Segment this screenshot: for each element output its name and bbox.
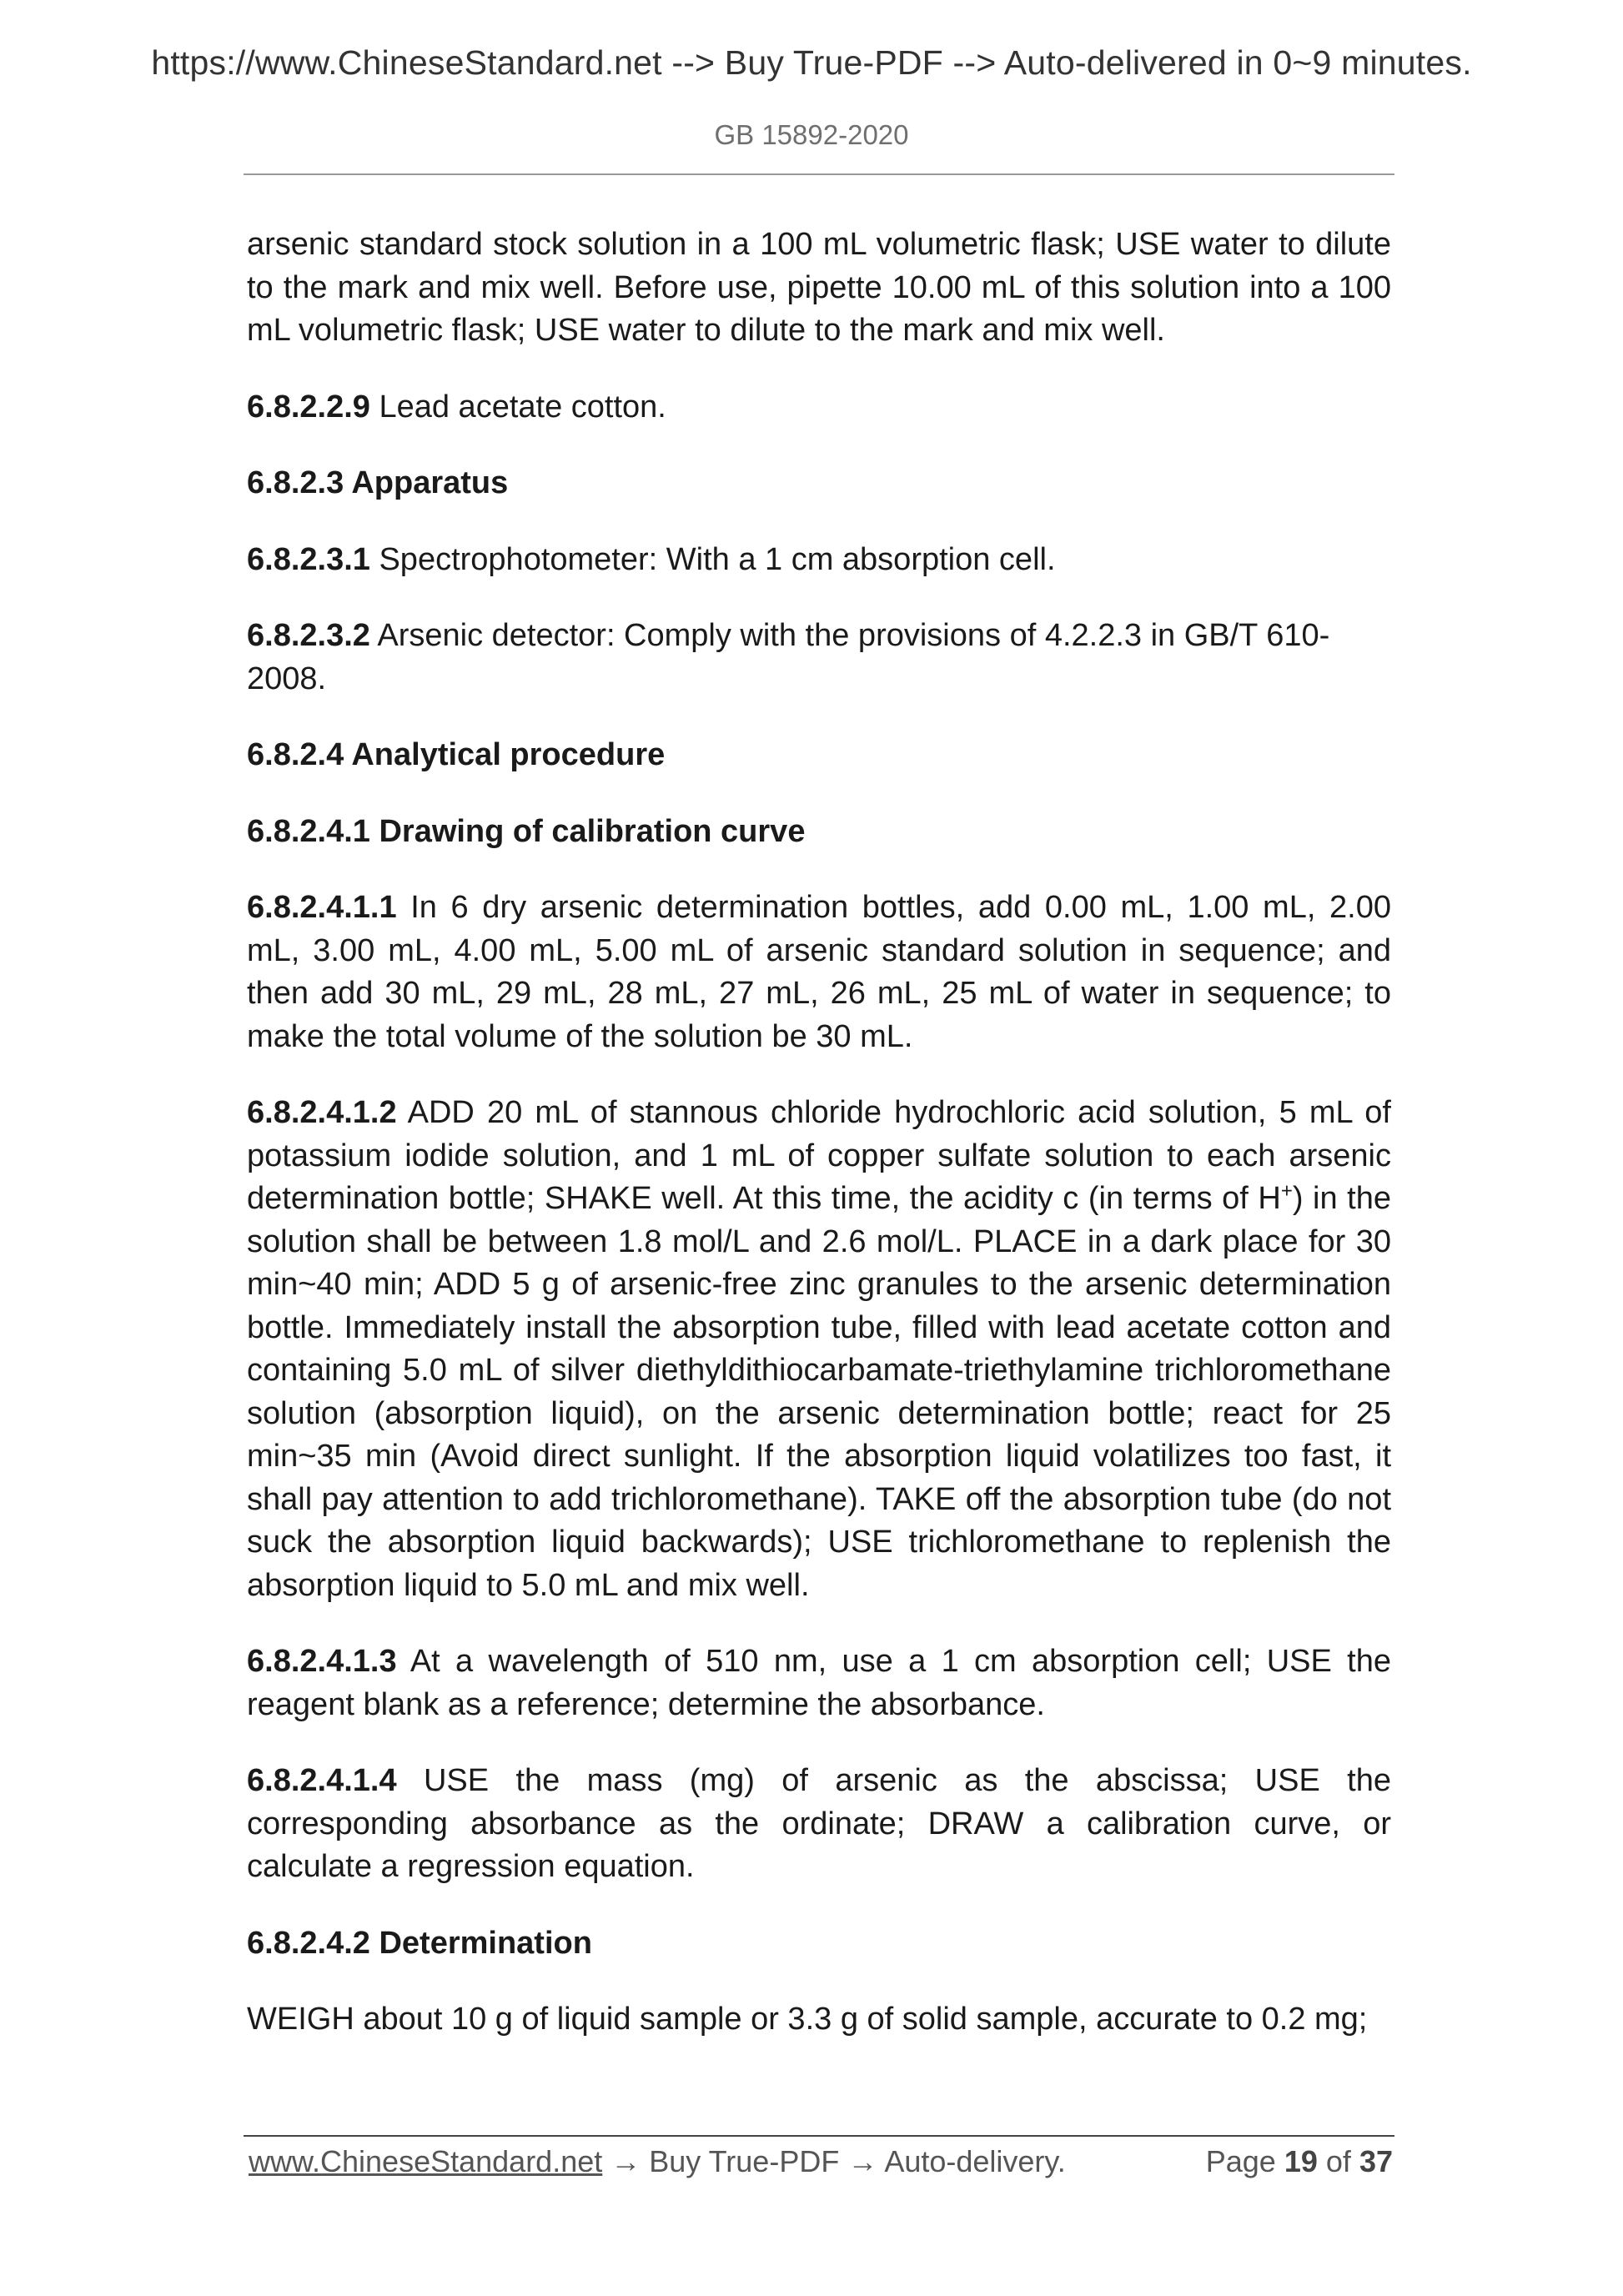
heading-text: 6.8.2.3 Apparatus	[247, 465, 509, 500]
footer-tagline: → Buy True-PDF → Auto-delivery.	[602, 2144, 1066, 2178]
clause-6-8-2-4-1-1	[247, 887, 1391, 1058]
clause-number: 6.8.2.4.1.3	[247, 1644, 397, 1679]
clause-text: USE the mass (mg) of arsenic as the abscissa; USE the corresponding absorbance as the ordinate; DRAW a calibration curve, or calculate a regression equation.	[247, 1763, 1391, 1884]
document-body	[247, 224, 1391, 2075]
clause-text: Lead acetate cotton.	[369, 389, 666, 425]
clause-6-8-2-4-1-4	[247, 1760, 1391, 1889]
source-banner: https://www.ChineseStandard.net --> Buy True-PDF --> Auto-delivered in 0~9 minutes.	[151, 43, 1472, 82]
page-total: 37	[1359, 2144, 1393, 2178]
clause-number: 6.8.2.3.1	[247, 541, 370, 577]
clause-6-8-2-4-1-2	[247, 1092, 1391, 1607]
section-heading	[247, 462, 1391, 505]
document-number: GB 15892-2020	[714, 119, 909, 150]
clause-number: 6.8.2.3.2	[247, 618, 370, 653]
page-number: 19	[1284, 2144, 1318, 2178]
of-label: of	[1325, 2144, 1351, 2178]
clause-number: 6.8.2.4.1.1	[247, 890, 397, 925]
superscript: +	[1280, 1179, 1293, 1203]
clause-text: ADD 20 mL of stannous chloride hydrochloric acid solution, 5 mL of potassium iodide solution, and 1 mL of copper sulfate solution to each arsenic determination bottle; SHAKE well. At this time, the acidity c (in terms of H	[247, 1095, 1391, 1216]
clause-text: Spectrophotometer: With a 1 cm absorption cell.	[369, 541, 1056, 577]
paragraph: arsenic standard stock solution in a 100 mL volumetric flask; USE water to dilute to the mark and mix well. Before use, pipette 10.00 mL of this solution into a 100 mL volumetric flask; USE water to dilute to the mark and mix well.	[247, 227, 1391, 348]
page-label: Page	[1205, 2144, 1276, 2178]
clause-text: In 6 dry arsenic determination bottles, add 0.00 mL, 1.00 mL, 2.00 mL, 3.00 mL, 4.00 mL, 5.00 mL of arsenic standard solution in sequence; and then add 30 mL, 29 mL, 28 mL, 27 mL, 26 mL, 25 mL of water in sequence; to make the total volume of the solution be 30 mL.	[247, 890, 1391, 1054]
clause-6-8-2-2-9	[247, 386, 1391, 430]
paragraph: WEIGH about 10 g of liquid sample or 3.3 g of solid sample, accurate to 0.2 mg;	[247, 2002, 1368, 2037]
clause-number: 6.8.2.2.9	[247, 389, 370, 425]
section-heading	[247, 811, 1391, 854]
clause-text: ) in the solution shall be between 1.8 mol/L and 2.6 mol/L. PLACE in a dark place for 30 min~40 min; ADD 5 g of arsenic-free zinc granules to the arsenic determination bottle. Immediately install the absorption tube, filled with lead acetate cotton and containing 5.0 mL of silver diethyldithiocarbamate-triethylamine trichloromethane solution (absorption liquid), on the arsenic determination bottle; react for 25 min~35 min (Avoid direct sunlight. If the absorption liquid volatilizes too fast, it shall pay attention to add trichloromethane). TAKE off the absorption tube (do not suck the absorption liquid backwards); USE trichloromethane to replenish the absorption liquid to 5.0 mL and mix well.	[247, 1181, 1391, 1603]
footer-divider	[244, 2135, 1394, 2137]
page-indicator	[1206, 2143, 1393, 2180]
clause-text: At a wavelength of 510 nm, use a 1 cm absorption cell; USE the reagent blank as a reference; determine the absorbance.	[247, 1644, 1391, 1722]
clause-6-8-2-3-2	[247, 615, 1391, 701]
heading-text: 6.8.2.4 Analytical procedure	[247, 737, 666, 772]
clause-6-8-2-4-1-3	[247, 1640, 1391, 1726]
clause-text: Arsenic detector: Comply with the provisions of 4.2.2.3 in GB/T 610-2008.	[247, 618, 1330, 696]
page-footer	[249, 2143, 1393, 2180]
site-link[interactable]: www.ChineseStandard.net	[249, 2144, 603, 2178]
heading-text: 6.8.2.4.2 Determination	[247, 1925, 592, 1961]
header-divider	[244, 173, 1394, 175]
section-heading	[247, 1922, 1391, 1966]
clause-number: 6.8.2.4.1.4	[247, 1763, 397, 1798]
clause-number: 6.8.2.4.1.2	[247, 1095, 397, 1130]
section-heading	[247, 734, 1391, 777]
heading-text: 6.8.2.4.1 Drawing of calibration curve	[247, 813, 806, 849]
clause-6-8-2-3-1	[247, 539, 1391, 582]
